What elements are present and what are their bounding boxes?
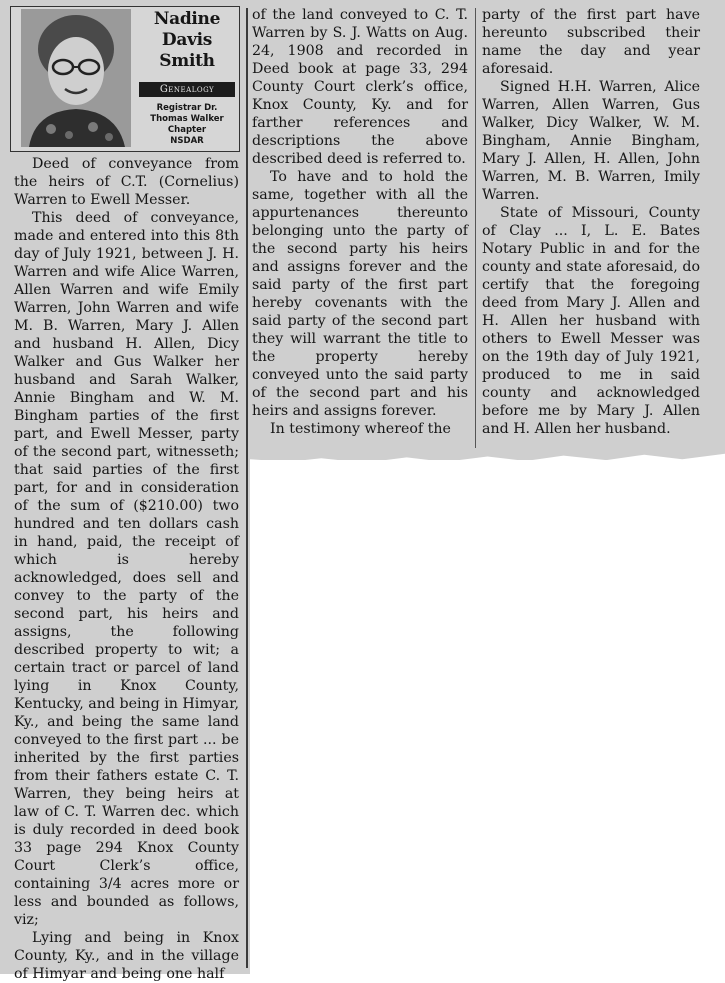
author-name: Nadine Davis Smith [153,9,221,71]
column-header [10,6,240,152]
paragraph: party of the first part have hereunto subscribed their name the day and year aforesaid. [482,7,700,77]
paragraph: Signed H.H. Warren, Alice Warren, Allen Warren, Gus Walker, Dicy Walker, W. M. Bingham, Annie Bingham, Mary J. Allen, H. Allen, John Warren, M. B. Warren, Imily Warren. [482,79,700,203]
column-rule [246,8,248,968]
credential-line: NSDAR [170,136,204,146]
column-rule [475,8,476,448]
paragraph: To have and to hold the same, together with all the appurtenances thereunto belonging unto the party of the second party his heirs and assigns forever and the said party of the first part hereby covenants with the said party of the second part they will warrant the title to the property hereby conveyed unto the said party of the second part and his heirs and assigns forever. [252,169,468,419]
credential-line: Thomas Walker [150,114,224,124]
article-column-3 [482,6,700,438]
byline [135,9,239,147]
credential-line: Chapter [167,125,207,135]
column-tag: Genealogy [139,82,235,97]
article-column-1 [14,155,239,983]
paragraph: Deed of conveyance from the heirs of C.T. (Cornelius) Warren to Ewell Messer. [14,156,239,208]
paragraph: In testimony whereof the [270,421,451,437]
author-portrait-icon [21,9,131,147]
author-photo [21,9,131,147]
credential-line: Registrar Dr. [156,103,218,113]
paragraph: Lying and being in Knox County, Ky., and in the village of Himyar and being one half [14,930,239,982]
paragraph: State of Missouri, County of Clay ... I, L. E. Bates Notary Public in and for the county and state aforesaid, do certify that the foregoing deed from Mary J. Allen and H. Allen her husband with others to Ewell Messer was on the 19th day of July 1921, produced to me in said county and acknowledged before me by Mary J. Allen and H. Allen her husband. [482,205,700,437]
article-column-2 [252,6,468,438]
paragraph: of the land conveyed to C. T. Warren by S. J. Watts on Aug. 24, 1908 and recorded in Deed book at page 33, 294 County Court clerk’s office, Knox County, Ky. and for farther references and descriptions the above described deed is referred to. [252,7,468,167]
paragraph: This deed of conveyance, made and entered into this 8th day of July 1921, between J. H. Warren and wife Alice Warren, Allen Warren and wife Emily Warren, John Warren and wife M. B. Warren, Mary J. Allen and husband H. Allen, Dicy Walker and Gus Walker her husband and Sarah Walker, Annie Bingham and W. M. Bingham parties of the first part, and Ewell Messer, party of the second part, witnesseth; that said parties of the first part, for and in consideration of the sum of ($210.00) two hundred and ten dollars cash in hand, paid, the receipt of which is hereby acknowledged, does sell and convey to the party of the second part, his heirs and assigns, the following described property to wit; a certain tract or parcel of land lying in Knox County, Kentucky, and being in Himyar, Ky., and being the same land conveyed to the first part ... be inherited by the first parties from their fathers estate C. T. Warren, they being heirs at law of C. T. Warren dec. which is duly recorded in deed book 33 page 294 Knox County Court Clerk’s office, containing 3/4 acres more or less and bounded as follows, viz; [14,210,239,928]
